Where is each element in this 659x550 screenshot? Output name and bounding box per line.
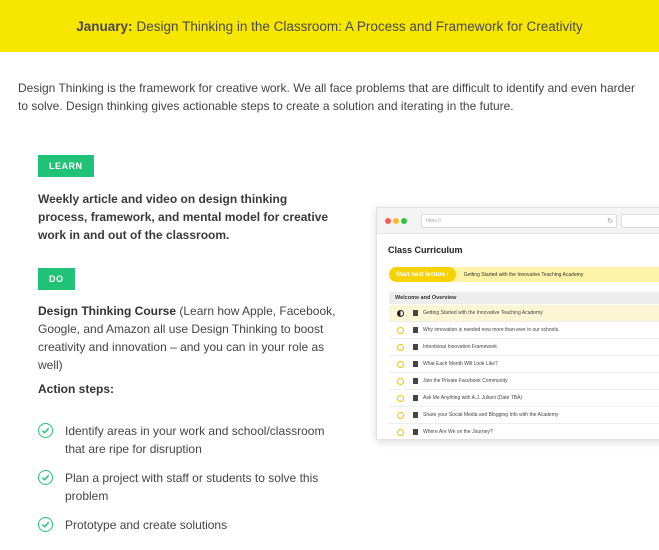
document-icon [413, 378, 418, 384]
progress-circle-icon [397, 412, 404, 419]
check-circle-icon [38, 470, 53, 485]
search-bar [621, 214, 659, 228]
section-header: Welcome and Overview [389, 292, 659, 304]
lecture-row [389, 424, 659, 440]
lecture-title: Intentional Innovation Framework [423, 344, 497, 350]
lecture-row [389, 390, 659, 407]
do-tag: DO [38, 268, 75, 290]
document-icon [413, 344, 418, 350]
document-icon [413, 395, 418, 401]
course-title: Design Thinking Course [38, 304, 177, 318]
lecture-title: What Each Month Will Look Like? [423, 361, 498, 367]
document-icon [413, 412, 418, 418]
address-bar [421, 214, 617, 228]
lecture-row [389, 356, 659, 373]
lecture-row [389, 373, 659, 390]
action-step [38, 469, 338, 505]
browser-chrome [377, 208, 659, 234]
lecture-row [389, 305, 659, 322]
lecture-row [389, 339, 659, 356]
lecture-title: Where Are We on the Journey? [423, 429, 493, 435]
document-icon [413, 429, 418, 435]
lecture-title: Why innovation is needed now more than ever in our schools. [423, 327, 560, 333]
action-step [38, 516, 338, 534]
document-icon [413, 310, 418, 316]
progress-circle-icon [397, 395, 404, 402]
intro-paragraph: Design Thinking is the framework for creative work. We all face problems that are difficult to identify and even harder to solve. Design thinking gives actionable steps to create a solution and iterating in the future. [18, 81, 635, 113]
lecture-title: Ask Me Anything with A.J. Juliani (Date TBA) [423, 395, 523, 401]
address-text: https:// [426, 218, 442, 224]
action-step-text: Plan a project with staff or students to solve this problem [65, 471, 319, 503]
action-step [38, 422, 338, 458]
progress-circle-icon [397, 344, 404, 351]
curriculum-title: Class Curriculum [388, 245, 463, 255]
course-description [38, 302, 338, 374]
next-lecture-bar [389, 267, 659, 282]
learn-description: Weekly article and video on design thinking process, framework, and mental model for creative work in and out of the classroom. [38, 192, 329, 242]
lecture-title: Getting Started with the Innovative Teaching Academy [423, 310, 543, 316]
check-circle-icon [38, 517, 53, 532]
next-lecture-label: Getting Started with the Innovative Teaching Academy [463, 271, 584, 278]
lecture-title: Join the Private Facebook Community [423, 378, 508, 384]
progress-circle-icon [397, 361, 404, 368]
action-step-text: Prototype and create solutions [65, 518, 228, 532]
progress-circle-icon [397, 429, 404, 436]
lecture-title: Share your Social Media and Blogging Info with the Academy [423, 412, 559, 418]
banner-month: January: [76, 18, 133, 34]
document-icon [413, 327, 418, 333]
check-circle-icon [38, 423, 53, 438]
progress-circle-icon [397, 327, 404, 334]
course-preview-screenshot [376, 207, 659, 440]
start-next-lecture-button: Start next lecture › [389, 267, 456, 282]
document-icon [413, 361, 418, 367]
learn-tag: LEARN [38, 155, 94, 177]
progress-circle-icon [397, 378, 404, 385]
header-banner [0, 0, 659, 52]
close-dot-icon [385, 218, 391, 224]
action-step-text: Identify areas in your work and school/classroom that are ripe for disruption [65, 424, 325, 456]
progress-circle-icon [397, 310, 404, 317]
banner-title: Design Thinking in the Classroom: A Process and Framework for Creativity [136, 18, 583, 34]
maximize-dot-icon [401, 218, 407, 224]
minimize-dot-icon [393, 218, 399, 224]
action-steps-heading: Action steps: [38, 382, 115, 396]
reload-icon: ↻ [607, 218, 613, 225]
lecture-row [389, 322, 659, 339]
lecture-row [389, 407, 659, 424]
course-details: (Learn how Apple, Facebook, Google, and Amazon all use Design Thinking to boost creativity and innovation – and you can in your role as well) [38, 304, 336, 372]
